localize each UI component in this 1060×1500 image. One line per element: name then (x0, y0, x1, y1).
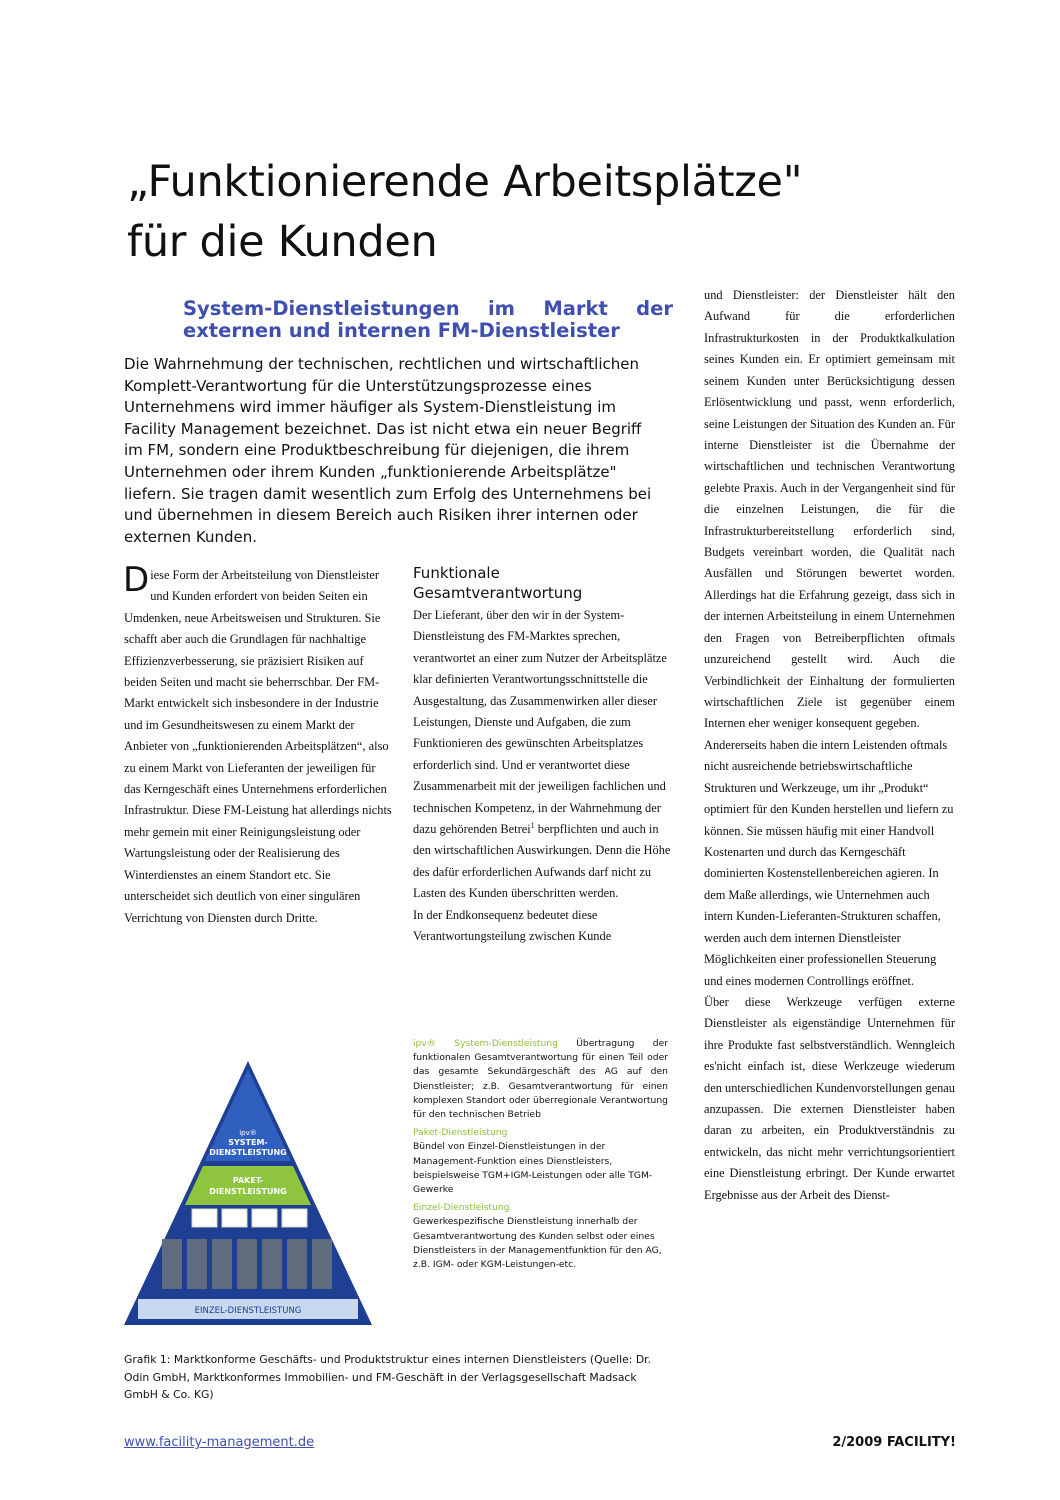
legend-item-system (413, 1037, 668, 1122)
legend-text-einzel: Gewerkespezifische Dienstleistung innerhalb der Gesamtverantwortung des Kunden selbst oder eines Dienstleisters in der Managementfunktion für den AG, z.B. IGM- oder KGM-Leistungen-etc. (413, 1216, 662, 1271)
pyramid-bottom-label: EINZEL-DIENSTLEISTUNG (194, 1306, 302, 1316)
pyramid-mid-label-2: DIENSTLEISTUNG (209, 1187, 287, 1196)
footer-website-link[interactable]: www.facility-management.de (124, 1435, 315, 1450)
pyramid-einzel-tile (312, 1239, 332, 1289)
column-3-paragraph-3: Über diese Werkzeuge verfügen externe Dienstleister als eigenständige Unternehmen für ihre Produkte fast selbstverständlich. Wenngleich es'nicht einfach ist, diese Werkzeuge wiederum den unterschiedlichen Kundenvorstellungen genau anzupassen. Die externen Dienstleister haben daran zu arbeiten, ein Produktverständnis zu entwickeln, das nicht mehr verrichtungsorientiert eine Dienstleistung erbringt. Der Kunde erwartet Ergebnisse aus der Arbeit des Dienst- (704, 994, 955, 1202)
pyramid-middle-tier (185, 1166, 311, 1205)
legend-text-system: Übertragung der funktionalen Gesamtverantwortung für einen Teil oder das gesamte Sekundärgeschäft des AG auf den Dienstleister; z.B. Gesamtverantwortung für einen komplexen Standort oder überregionale Verantwortung für den technischen Betrieb (413, 1038, 669, 1121)
pyramid-top-label-2: DIENSTLEISTUNG (209, 1148, 287, 1157)
section-heading-gesamtverantwortung: Funktionale Gesamtverantwortung (413, 564, 583, 602)
legend-title-system: ipv® System-Dienstleistung (413, 1038, 558, 1049)
text-column-2 (413, 605, 675, 948)
column-2-paragraph-2: In der Endkonsequenz bedeutet diese Verantwortungsteilung zwischen Kunde (413, 907, 612, 944)
pyramid-mid-label-1: PAKET- (232, 1176, 264, 1185)
text-column-1 (123, 560, 392, 929)
pyramid-paket-tile (252, 1209, 277, 1227)
column-2-paragraph-1 (413, 605, 675, 905)
drop-cap: D (123, 560, 150, 600)
figure-caption: Grafik 1: Marktkonforme Geschäfts- und Produktstruktur eines internen Dienstleisters (Quelle: Dr. Odin GmbH, Marktkonformes Immobilien- und FM-Geschäft in der Verlagsgesellschaft Madsack GmbH & Co. KG) (124, 1353, 652, 1401)
legend-title-paket: Paket-Dienstleistung (413, 1127, 508, 1139)
service-pyramid-graphic (118, 1055, 378, 1330)
pyramid-einzel-tile (187, 1239, 207, 1289)
pyramid-einzel-tile (287, 1239, 307, 1289)
text-column-3 (704, 285, 955, 1206)
pyramid-paket-tile (192, 1209, 217, 1227)
pyramid-einzel-tile (237, 1239, 257, 1289)
pyramid-paket-tile (222, 1209, 247, 1227)
pyramid-top-label-1: SYSTEM- (228, 1138, 268, 1147)
article-title-line-2: für die Kunden (127, 217, 438, 267)
legend-item-einzel (413, 1201, 668, 1272)
pyramid-einzel-tile (262, 1239, 282, 1289)
legend-item-paket (413, 1126, 668, 1197)
column-1-text: iese Form der Arbeitsteilung von Dienstleister und Kunden erfordert von beiden Seiten ein Umdenken, neue Arbeitsweisen und Strukturen. Sie schafft aber auch die Grundlagen für nachhaltige Effizienzverbesserung, sie präzisiert Risiken auf beiden Seiten und macht sie beherrschbar. Der FM-Markt entwickelt sich insbesondere in der Industrie und im Gesundheitswesen zu einem Markt der Anbieter von „funktionierenden Arbeitsplätzen“, also zu einem Markt von Lieferanten der jeweiligen für das Kerngeschäft eines Unternehmens erforderlichen Infrastruktur. Diese FM-Leistung hat allerdings nichts mehr gemein mit einer Reinigungsleistung oder Wartungsleistung oder der Realisierung des Winterdienstes an einem Standort etc. Sie unterscheidet sich deutlich von einer singulären Verrichtung von Diensten durch Dritte. (124, 568, 392, 925)
column-2-text-a: Der Lieferant, über den wir in der System-Dienstleistung des FM-Marktes sprechen, verantwortet an einer zum Nutzer der Arbeitsplätze klar definierten Verantwortungsschnittstelle die Ausgestaltung, das Zusammenwirken aller dieser Leistungen, Dienste und Aufgaben, die zum Funktionieren des gewünschten Arbeitsplatzes erforderlich sind. Und er verantwortet diese Zusammenarbeit mit der jeweiligen fachlichen und technischen Kompetenz, in der Wahrnehmung der dazu gehörenden Betrei (413, 608, 667, 837)
pyramid-einzel-tile (212, 1239, 232, 1289)
article-title-line-1: „Funktionierende Arbeitsplätze" (127, 157, 803, 207)
footer-issue-label: 2/2009 FACILITY! (832, 1435, 956, 1450)
column-3-paragraph-1: und Dienstleister: der Dienstleister hält den Aufwand für die erforderlichen Infrastrukturkosten in der Produktkalkulation seines Kunden ein. Er optimiert gemeinsam mit seinem Kunden unter Berücksichtigung dessen Erlösentwicklung und passt, wenn erforderlich, seine Leistungen der Situation des Kunden an. Für interne Dienstleister ist die Übernahme der wirtschaftlichen und technischen Verantwortung gelebte Praxis. Auch in der Vergangenheit sind für die einzelnen Leistungen, die für die Infrastrukturbereitstellung erforderlich sind, Budgets vereinbart worden, die Qualität nach Ausfällen und Störungen bewertet worden. Allerdings hat die Erfahrung gezeigt, dass sich in der internen Arbeitsteilung in einem Unternehmen den Fragen von Betreiberpflichten oftmals unzureichend gestellt wird. Auch die Verbindlichkeit der Einhaltung der formulierten wirtschaftlichen Ziele ist gegenüber einem Internen eher weniger konsequent gegeben. (704, 288, 955, 731)
article-lead: Die Wahrnehmung der technischen, rechtlichen und wirtschaftlichen Komplett-Verantwortung für die Unterstützungsprozesse eines Unternehmens wird immer häufiger als System-Dienstleistung im Facility Management bezeichnet. Das ist nicht etwa ein neuer Begriff im FM, sondern eine Produktbeschreibung für diejenigen, die ihrem Unternehmen oder ihrem Kunden „funktionierende Arbeitsplätze" liefern. Sie tragen damit wesentlich zum Erfolg des Unternehmens bei und übernehmen in diesem Bereich auch Risiken ihrer internen oder externen Kunden. (124, 355, 652, 546)
pyramid-paket-tile (282, 1209, 307, 1227)
article-subtitle: System-Dienstleistungen im Markt der externen und internen FM-Dienstleister (183, 297, 673, 342)
pyramid-brand-label: ipv® (239, 1129, 257, 1137)
legend-title-einzel: Einzel-Dienstleistung (413, 1202, 510, 1214)
pyramid-legend (413, 1037, 668, 1276)
article-title (127, 152, 887, 272)
legend-text-paket: Bündel von Einzel-Dienstleistungen in der Management-Funktion eines Dienstleisters, beispielsweise TGM+IGM-Leistungen oder alle TGM-Gewerke (413, 1141, 653, 1196)
footnote-marker: 1 (530, 820, 535, 830)
column-2-text-b: berpflichten und auch in den wirtschaftlichen Auswirkungen. Denn die Höhe des dafür erforderlichen Aufwands darf nicht zu Lasten des Kunden überschritten werden. (413, 822, 671, 901)
column-3-paragraph-2: Andererseits haben die intern Leistenden oftmals nicht ausreichende betriebswirtschaftliche Strukturen und Werkzeuge, um ihr „Produkt“ optimiert für den Kunden herstellen und liefern zu können. Sie müssen häufig mit einer Handvoll Kostenarten und durch das Kerngeschäft dominierten Kostenstellenbereichen agieren. In dem Maße allerdings, wie Unternehmen auch intern Kunden-Lieferanten-Strukturen schaffen, werden auch dem internen Dienstleister Möglichkeiten einer professionellen Steuerung und eines modernen Controllings eröffnet. (704, 737, 954, 988)
pyramid-einzel-tile (162, 1239, 182, 1289)
